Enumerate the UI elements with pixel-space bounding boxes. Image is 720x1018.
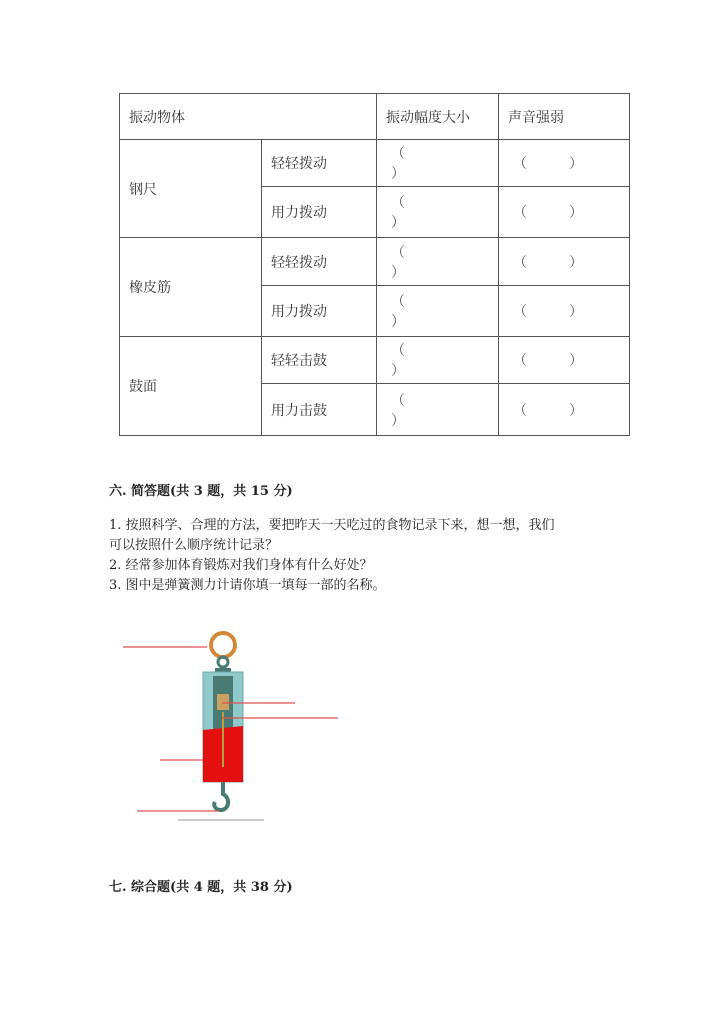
amplitude-blank[interactable]: （）	[377, 238, 499, 286]
question-1-line-2: 可以按照什么顺序统计记录？	[109, 538, 279, 553]
loudness-blank[interactable]: （ ）	[499, 238, 630, 286]
action-cell: 轻轻拨动	[262, 140, 377, 187]
amplitude-blank[interactable]: （）	[377, 286, 499, 337]
section-6-title: 六. 简答题(共 3 题，共 15 分)	[109, 484, 293, 499]
amplitude-blank[interactable]: （）	[377, 140, 499, 187]
amplitude-blank[interactable]: （）	[377, 384, 499, 436]
action-cell: 轻轻击鼓	[262, 337, 377, 384]
header-loudness: 声音强弱	[499, 94, 630, 140]
ring-icon	[211, 633, 235, 657]
action-cell: 用力拨动	[262, 286, 377, 337]
action-cell: 轻轻拨动	[262, 238, 377, 286]
loudness-blank[interactable]: （ ）	[499, 187, 630, 238]
action-cell: 用力拨动	[262, 187, 377, 238]
header-amplitude: 振动幅度大小	[377, 94, 499, 140]
spring-icon	[217, 694, 229, 710]
loudness-blank[interactable]: （ ）	[499, 337, 630, 384]
object-cell: 鼓面	[120, 337, 262, 436]
question-2: 2. 经常参加体育锻炼对我们身体有什么好处？	[109, 558, 373, 573]
question-1-line-1: 1. 按照科学、合理的方法，要把昨天一天吃过的食物记录下来，想一想，我们	[109, 518, 555, 533]
header-object: 振动物体	[120, 94, 377, 140]
question-3: 3. 图中是弹簧测力计请你填一填每一部的名称。	[109, 578, 386, 593]
hook-icon	[214, 782, 228, 810]
loudness-blank[interactable]: （ ）	[499, 384, 630, 436]
amplitude-blank[interactable]: （）	[377, 337, 499, 384]
object-cell: 橡皮筋	[120, 238, 262, 337]
loudness-blank[interactable]: （ ）	[499, 286, 630, 337]
amplitude-blank[interactable]: （）	[377, 187, 499, 238]
section-7-title: 七. 综合题(共 4 题，共 38 分)	[109, 880, 293, 895]
pointer	[222, 712, 224, 767]
action-cell: 用力击鼓	[262, 384, 377, 436]
object-cell: 钢尺	[120, 140, 262, 238]
loudness-blank[interactable]: （ ）	[499, 140, 630, 187]
